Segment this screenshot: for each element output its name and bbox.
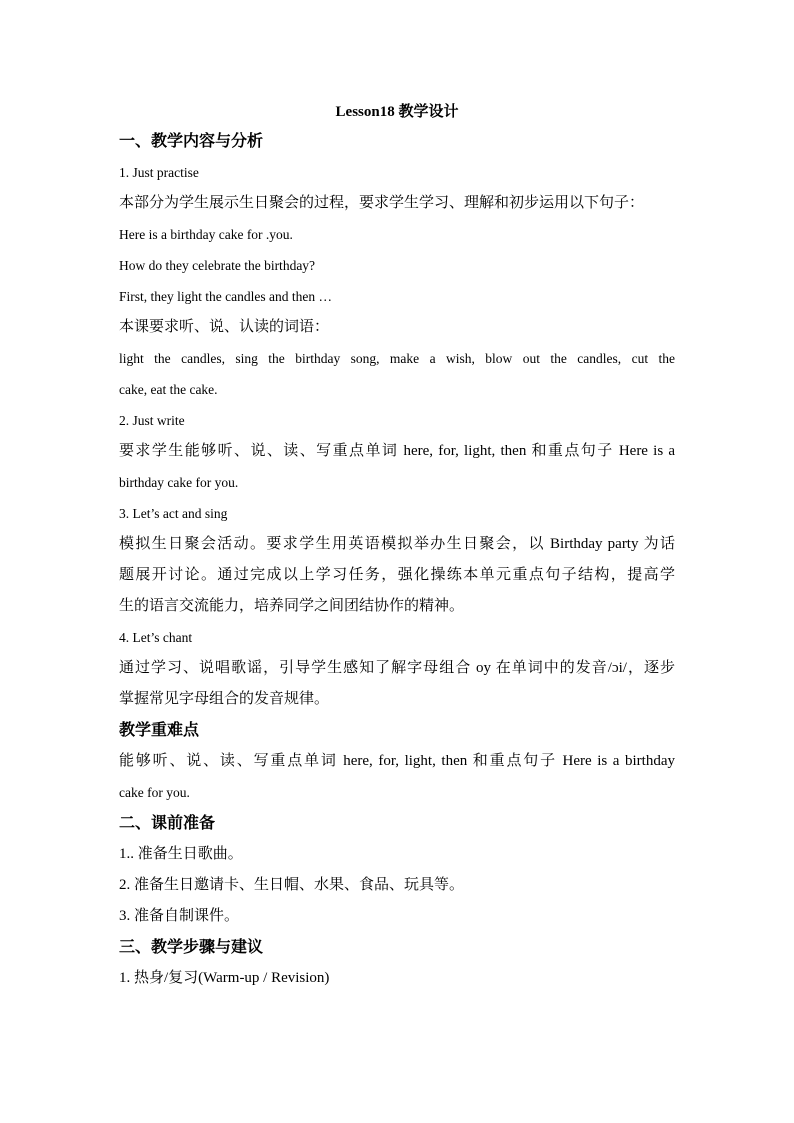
paragraph-text: 生的语言交流能力，培养同学之间团结协作的精神。 — [119, 598, 465, 614]
paragraph-text: 通过学习、说唱歌谣，引导学生感知了解字母组合 oy 在单词中的发音/ɔi/，逐步 — [119, 660, 675, 676]
paragraph-text: 能够听、说、读、写重点单词 here, for, light, then 和重点句子 Here is a birthday — [119, 753, 675, 769]
example-sentence: How do they celebrate the birthday? — [119, 258, 316, 273]
section-heading-content-analysis: 一、教学内容与分析 — [119, 133, 264, 150]
example-sentence: Here is a birthday cake for .you. — [119, 227, 293, 242]
list-item: 3. 准备自制课件。 — [119, 908, 240, 924]
part-title-just-practise: 1. Just practise — [119, 165, 199, 180]
paragraph-text: 本课要求听、说、认读的词语： — [119, 319, 330, 335]
paragraph-text: cake for you. — [119, 785, 190, 800]
paragraph-text: 模拟生日聚会活动。要求学生用英语模拟举办生日聚会，以 Birthday party 为话 — [119, 536, 675, 552]
vocabulary-line: cake, eat the cake. — [119, 382, 218, 397]
paragraph-text: 本部分为学生展示生日聚会的过程，要求学生学习、理解和初步运用以下句子： — [119, 195, 645, 211]
paragraph-text: 要求学生能够听、说、读、写重点单词 here, for, light, then 和重点句子 Here is a — [119, 443, 675, 459]
list-item: 1. 热身/复习(Warm-up / Revision) — [119, 970, 330, 986]
paragraph-text: 题展开讨论。通过完成以上学习任务，强化操练本单元重点句子结构，提高学 — [119, 567, 675, 583]
list-item: 2. 准备生日邀请卡、生日帽、水果、食品、玩具等。 — [119, 877, 465, 893]
part-title-lets-chant: 4. Let’s chant — [119, 630, 193, 645]
document-body — [119, 98, 675, 994]
section-heading-key-points: 教学重难点 — [119, 722, 200, 739]
paragraph-text: birthday cake for you. — [119, 475, 239, 490]
document-title: Lesson18 教学设计 — [335, 104, 459, 120]
vocabulary-line: light the candles, sing the birthday song, make a wish, blow out the candles, cut the — [119, 351, 675, 366]
section-heading-teaching-steps: 三、教学步骤与建议 — [119, 939, 264, 956]
list-item: 1.. 准备生日歌曲。 — [119, 846, 243, 862]
example-sentence: First, they light the candles and then … — [119, 289, 332, 304]
part-title-just-write: 2. Just write — [119, 413, 185, 428]
paragraph-text: 掌握常见字母组合的发音规律。 — [119, 691, 330, 707]
part-title-act-and-sing: 3. Let’s act and sing — [119, 506, 228, 521]
section-heading-preparation: 二、课前准备 — [119, 815, 216, 832]
